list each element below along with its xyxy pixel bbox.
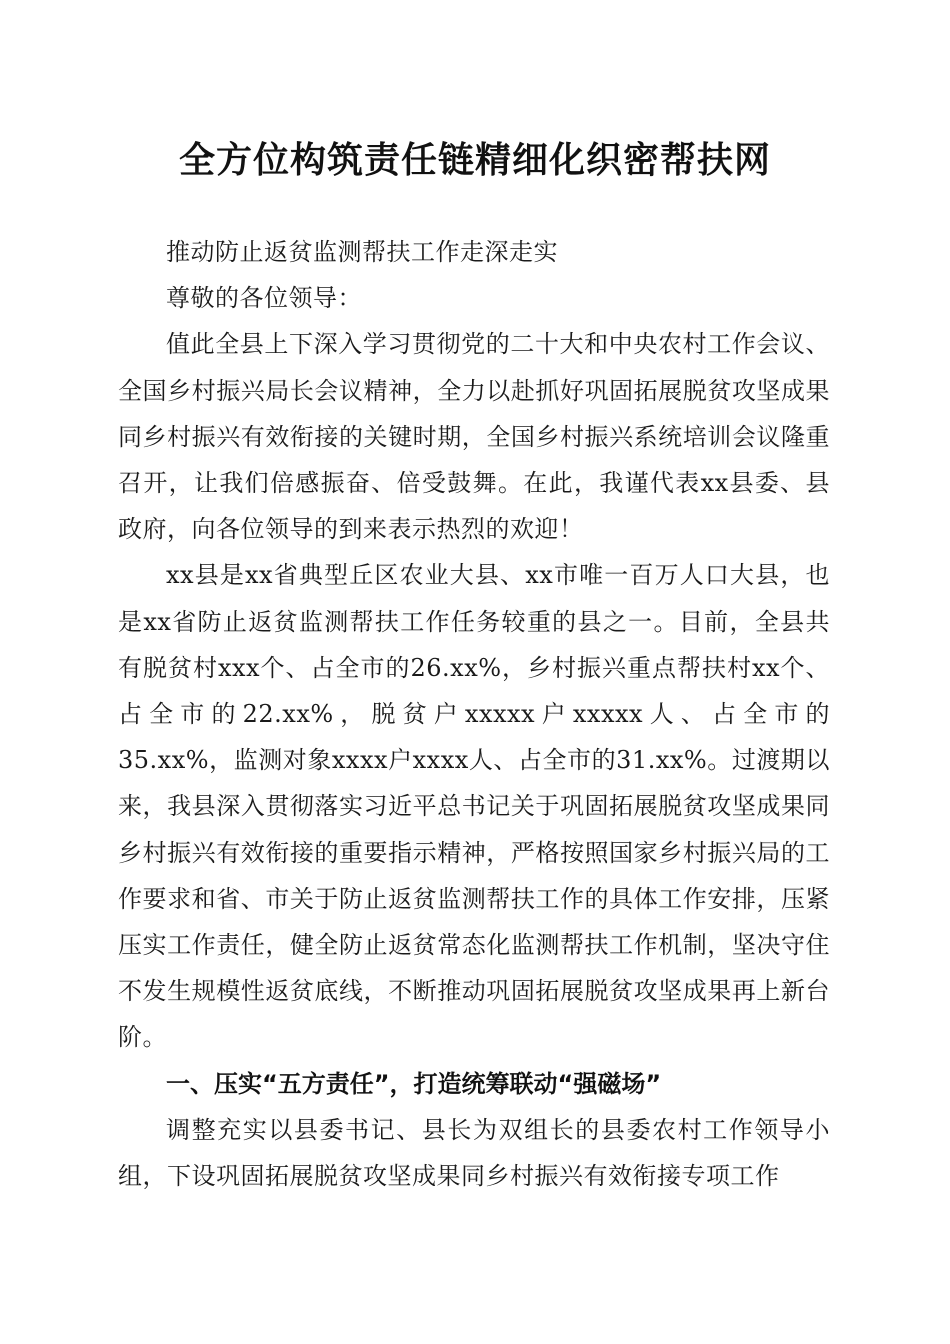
paragraph-county-overview: xx县是xx省典型丘区农业大县、xx市唯一百万人口大县，也是xx省防止返贫监测帮扶工作任务较重的县之一。目前，全县共有脱贫村xxx个、占全市的26.xx%，乡村振兴重点帮扶村xx个、占全市的22.xx%，脱贫户xxxxx户xxxxx人、占全市的35.xx%，监测对象xxxx户xxxx人、占全市的31.xx%。过渡期以来，我县深入贯彻落实习近平总书记关于巩固拓展脱贫攻坚成果同乡村振兴有效衔接的重要指示精神，严格按照国家乡村振兴局的工作要求和省、市关于防止返贫监测帮扶工作的具体工作安排，压紧压实工作责任，健全防止返贫常态化监测帮扶工作机制，坚决守住不发生规模性返贫底线，不断推动巩固拓展脱贫攻坚成果再上新台阶。	[118, 561, 830, 1052]
paragraph-welcome: 值此全县上下深入学习贯彻党的二十大和中央农村工作会议、全国乡村振兴局长会议精神，全力以赴抓好巩固拓展脱贫攻坚成果同乡村振兴有效衔接的关键时期，全国乡村振兴系统培训会议隆重召开，让我们倍感振奋、倍受鼓舞。在此，我谨代表xx县委、县政府，向各位领导的到来表示热烈的欢迎！	[118, 330, 830, 544]
document-title: 全方位构筑责任链精细化织密帮扶网	[178, 139, 771, 181]
salutation: 尊敬的各位领导：	[166, 284, 362, 313]
subtitle-line: 推动防止返贫监测帮扶工作走深走实	[166, 238, 558, 266]
section-paragraph: 调整充实以县委书记、县长为双组长的县委农村工作领导小组，下设巩固拓展脱贫攻坚成果同乡村振兴有效衔接专项工作	[118, 1115, 830, 1191]
document-body	[118, 229, 830, 1199]
section-heading: 一、压实“五方责任”，打造统筹联动“强磁场”	[166, 1069, 662, 1098]
